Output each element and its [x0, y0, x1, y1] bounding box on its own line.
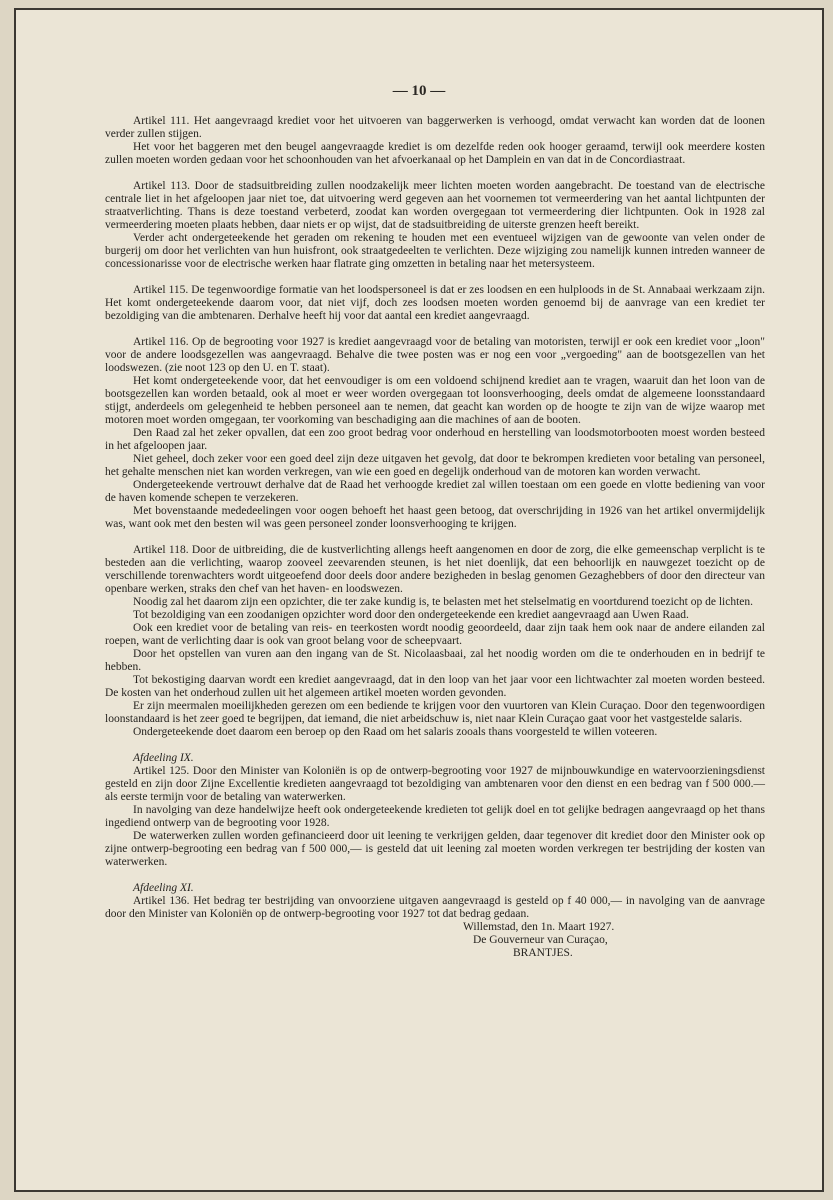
- paragraph-spacer: [105, 167, 765, 180]
- paragraph: Noodig zal het daarom zijn een opzichter, die ter zake kundig is, te belasten met het stelselmatig en voortdurend toezicht op de lichten.: [133, 596, 754, 608]
- paragraph: Den Raad zal het zeker opvallen, dat een zoo groot bedrag voor onderhoud en herstelling van loodsmotorbooten moest worden besteed in het afgeloopen jaar.: [105, 427, 765, 452]
- paragraph: Tot bekostiging daarvan wordt een krediet aangevraagd, dat in den loop van het jaar voor een lichtwachter zal moeten worden besteed. De kosten van het onderhoud zullen uit het algemeen artikel moeten worden gevonden.: [105, 674, 765, 699]
- paragraph: Artikel 136. Het bedrag ter bestrijding van onvoorziene uitgaven aangevraagd is gesteld op f 40 000,— in navolging van de aanvrage door den Minister van Koloniën op de ontwerp-begrooting voor 1927 tot dat bedrag gedaan.: [105, 895, 765, 920]
- section-heading: Afdeeling XI.: [133, 882, 194, 894]
- paragraph: Verder acht ondergeteekende het geraden om rekening te houden met een eventueel wijzigen van de gewoonte van velen onder de burgerij om door het verlichten van hun huisfront, ook straatgedeelten te verlichten. Deze wijziging zou namelijk kunnen intreden wanneer de concessionarisse voor de electrische werken haar flatrate ging omzetten in betaling naar het metersysteem.: [105, 232, 765, 270]
- paragraph: De waterwerken zullen worden gefinancieerd door uit leening te verkrijgen gelden, daar tegenover dit krediet door den Minister ook op zijne ontwerp-begrooting een bedrag van f 500 000,— is gesteld dat uit leening zal moeten worden verkregen ter bestrijding der kosten van waterwerken.: [105, 830, 765, 868]
- paragraph: Ondergeteekende doet daarom een beroep op den Raad om het salaris zooals thans voorgesteld te willen voteeren.: [133, 726, 658, 738]
- document-body: [105, 115, 765, 960]
- signature-name: BRANTJES.: [513, 947, 573, 959]
- paragraph: Met bovenstaande mededeelingen voor oogen behoeft het haast geen betoog, dat overschrijding in 1926 van het artikel onvermijdelijk was, want ook met den besten wil was geen personeel zonder loonsverhooging te krijgen.: [105, 505, 765, 530]
- paragraph-spacer: [105, 323, 765, 336]
- paragraph: Er zijn meermalen moeilijkheden gerezen om een bediende te krijgen voor den vuurtoren van Klein Curaçao. Door den tegenwoordigen loonstandaard is het zeer goed te begrijpen, dat iemand, die niet arbeidschuw is, niet naar Klein Curaçao gaat voor het vastgestelde salaris.: [105, 700, 765, 725]
- paragraph: Artikel 116. Op de begrooting voor 1927 is krediet aangevraagd voor de betaling van motoristen, terwijl er ook een krediet voor „loon" voor de andere loodsgezellen was aangevraagd. Behalve die twee posten was er nog een voor „vergoeding" aan de bootsgezellen van het loodswezen. (zie noot 123 op den U. en T. staat).: [105, 336, 765, 374]
- signature-title: De Gouverneur van Curaçao,: [473, 934, 608, 946]
- paragraph-spacer: [105, 531, 765, 544]
- document-page: [14, 8, 824, 1192]
- paragraph: Het voor het baggeren met den beugel aangevraagde krediet is om dezelfde reden ook hooger geraamd, terwijl ook meerdere kosten zullen moeten worden gedaan voor het schoonhouden van het afvoerkanaal op het Damplein en van dat in de Concordiastraat.: [105, 141, 765, 166]
- paragraph: Artikel 125. Door den Minister van Koloniën is op de ontwerp-begrooting voor 1927 de mijnbouwkundige en watervoorzieningsdienst gesteld en zijn door Zijne Excellentie kredieten aangevraagd tot bezoldiging van ambtenaren voor den dienst en een bedrag van f 500 000.— als eerste termijn voor de betaling van waterwerken.: [105, 765, 765, 803]
- paragraph: Niet geheel, doch zeker voor een goed deel zijn deze uitgaven het gevolg, dat door te bekrompen kredieten voor betaling van personeel, het gehalte menschen niet kan worden verkregen, van wie een goed en degelijk onderhoud van de motoren kan worden verwacht.: [105, 453, 765, 478]
- paragraph: Artikel 115. De tegenwoordige formatie van het loodspersoneel is dat er zes loodsen en een hulploods in de St. Annabaai werkzaam zijn. Het komt ondergeteekende daarom voor, dat niet vijf, doch zes loodsen moeten worden genoemd bij de aanvrage van een krediet ter bezoldiging van die ambtenaren. Derhalve heeft hij voor dat aantal een krediet aangevraagd.: [105, 284, 765, 322]
- paragraph-spacer: [105, 739, 765, 752]
- paragraph: Het komt ondergeteekende voor, dat het eenvoudiger is om een voldoend schijnend krediet aan te vragen, waaruit dan het loon van de bootsgezellen kan worden betaald, ook al moet er weer worden overgegaan tot loonsverhooging, deels omdat de algemeene loonsstandaard stijgt, anderdeels om gelegenheid te hebben personeel aan te nemen, dat geacht kan worden op de hoogte te zijn van de wijze waarop met motoren moet worden omgegaan, ter voorkoming van beschadiging aan die machines of aan de booten.: [105, 375, 765, 426]
- paragraph: Artikel 111. Het aangevraagd krediet voor het uitvoeren van baggerwerken is verhoogd, omdat verwacht kan worden dat de loonen verder zullen stijgen.: [105, 115, 765, 140]
- paragraph-spacer: [105, 271, 765, 284]
- paragraph: Ondergeteekende vertrouwt derhalve dat de Raad het verhoogde krediet zal willen toestaan om een goede en vlotte bediening van voor de haven komende schepen te verzekeren.: [105, 479, 765, 504]
- paragraph: Artikel 118. Door de uitbreiding, die de kustverlichting allengs heeft aangenomen en door de zorg, die elke gemeenschap verplicht is te besteden aan die verlichting, waarop zooveel zeevarenden steunen, is het niet doenlijk, dat een behoorlijk en nauwgezet toezicht op de verschillende torenwachters wordt uitgeoefend door deels door andere bezigheden in beslag genomen Gezaghebbers of door den directeur van openbare werken, straks den chef van het haven- en loodswezen.: [105, 544, 765, 595]
- paragraph: Artikel 113. Door de stadsuitbreiding zullen noodzakelijk meer lichten moeten worden aangebracht. De toestand van de electrische centrale liet in het afgeloopen jaar niet toe, dat uitvoering werd gegeven aan het voornemen tot vermeerdering van het aantal lichtpunten der straatverlichting. Thans is deze toestand verbeterd, zoodat kan worden overgegaan tot vermeerdering dier lichtpunten. Ook in 1928 zal vermeerdering moeten plaats hebben, daar niets er op wijst, dat de stadsuitbreiding de uiterste grenzen heeft bereikt.: [105, 180, 765, 231]
- paragraph: Door het opstellen van vuren aan den ingang van de St. Nicolaasbaai, zal het noodig worden om die te onderhouden en in bedrijf te hebben.: [105, 648, 765, 673]
- section-heading: Afdeeling IX.: [133, 752, 194, 764]
- paragraph: In navolging van deze handelwijze heeft ook ondergeteekende kredieten tot gelijk doel en tot gelijke bedragen aangevraagd op het thans ingediend ontwerp van de begrooting voor 1928.: [105, 804, 765, 829]
- paragraph: Tot bezoldiging van een zoodanigen opzichter word door den ondergeteekende een krediet aangevraagd aan Uwen Raad.: [133, 609, 689, 621]
- paragraph: Ook een krediet voor de betaling van reis- en teerkosten wordt noodig geoordeeld, daar zijn taak hem ook naar de andere eilanden zal roepen, want de verlichting daar is ook van groot belang voor de scheepvaart.: [105, 622, 765, 647]
- paragraph-spacer: [105, 869, 765, 882]
- page-number: — 10 —: [392, 83, 446, 99]
- signature-place-date: Willemstad, den 1n. Maart 1927.: [463, 921, 615, 933]
